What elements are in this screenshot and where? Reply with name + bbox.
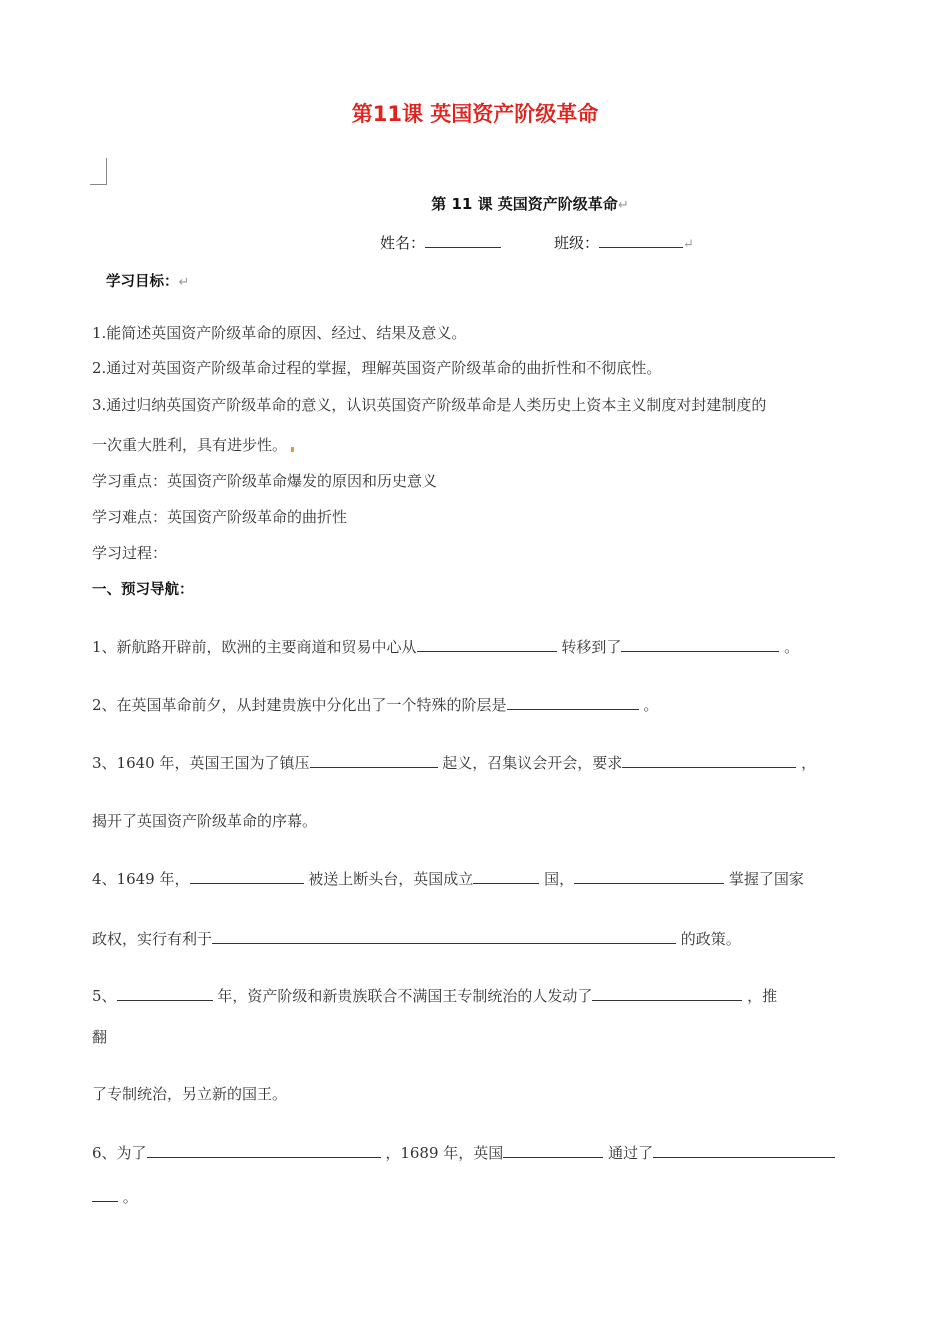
q6-blank-1[interactable] [147,1143,381,1158]
q4-blank-1[interactable] [190,869,304,884]
q4-blank-2[interactable] [473,869,539,884]
q4-blank-4[interactable] [212,929,676,944]
difficulty: 学习难点：英国资产阶级革命的曲折性 [92,508,348,526]
objective-3: 3.通过归纳英国资产阶级革命的意义，认识英国资产阶级革命是人类历史上资本主义制度对封建制度的 [92,396,767,414]
objective-2: 2.通过对英国资产阶级革命过程的掌握，理解英国资产阶级革命的曲折性和不彻底性。 [92,359,662,377]
q5-blank-1[interactable] [117,986,213,1001]
q3-blank-2[interactable] [622,753,796,768]
objectives-heading: 学习目标：↵ [106,274,190,290]
q1-blank-2[interactable] [621,637,779,652]
class-field: 班级： ↵ [554,234,694,252]
question-2: 2、在英国革命前夕，从封建贵族中分化出了一个特殊的阶层是 。 [92,696,659,714]
class-blank[interactable] [599,232,683,248]
question-1: 1、新航路开辟前，欧洲的主要商道和贸易中心从 转移到了 。 [92,638,800,656]
q3-blank-1[interactable] [310,753,438,768]
preview-heading: 一、预习导航： [92,582,194,598]
corner-mark [90,158,107,185]
q6-blank-2[interactable] [503,1143,603,1158]
q2-blank-1[interactable] [507,695,639,710]
q4-blank-3[interactable] [574,869,724,884]
process-label: 学习过程： [92,544,168,562]
name-field: 姓名： [380,232,501,253]
question-5-cont-1: 翻 [92,1028,108,1046]
objective-3-cont: 一次重大胜利，具有进步性。 [92,434,294,455]
question-3: 3、1640 年，英国王国为了镇压 起义，召集议会开会，要求 ， [92,754,817,772]
name-blank[interactable] [425,232,501,248]
question-6: 6、为了 ，1689 年，英国 通过了 [92,1142,835,1163]
q1-blank-1[interactable] [417,637,557,652]
inner-title: 第 11 课 英国资产阶级革命↵ [431,195,629,213]
question-6-cont: 。 [92,1186,138,1207]
q5-blank-2[interactable] [592,986,742,1001]
objective-1: 1.能简述英国资产阶级革命的原因、经过、结果及意义。 [92,324,467,342]
question-5-cont-2: 了专制统治，另立新的国王。 [92,1085,288,1103]
q6-blank-3[interactable] [653,1143,835,1158]
q6-blank-3-cont[interactable] [92,1187,118,1202]
question-3-cont: 揭开了英国资产阶级革命的序幕。 [92,812,318,830]
page-title: 第11课 英国资产阶级革命 [351,102,599,126]
question-4-cont: 政权，实行有利于 的政策。 [92,930,741,948]
question-4: 4、1649 年， 被送上断头台，英国成立 国， 掌握了国家 [92,870,804,888]
question-5: 5、 年，资产阶级和新贵族联合不满国王专制统治的人发动了 ，推 [92,987,778,1005]
key-point: 学习重点：英国资产阶级革命爆发的原因和历史意义 [92,472,438,490]
